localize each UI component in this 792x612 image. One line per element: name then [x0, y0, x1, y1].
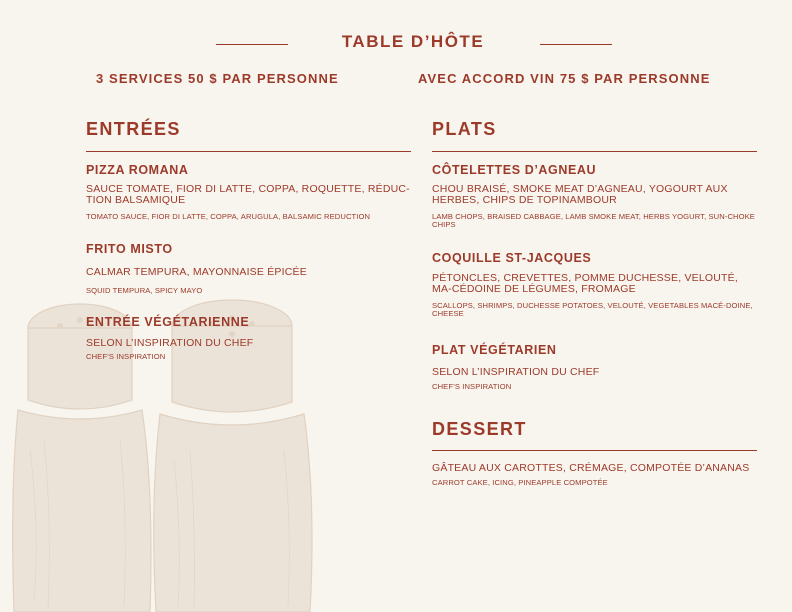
- dish-description-fr: SAUCE TOMATE, FIOR DI LATTE, COPPA, ROQUETTE, RÉDUC-TION BALSAMIQUE: [86, 183, 410, 206]
- dish-description-fr: CALMAR TEMPURA, MAYONNAISE ÉPICÉE: [86, 266, 307, 278]
- dish-description-en: CHEF’S INSPIRATION: [432, 381, 512, 391]
- dish-description-en: SCALLOPS, SHRIMPS, DUCHESSE POTATOES, VELOUTÉ, VEGETABLES MACÉ-DOINE, CHEESE: [432, 301, 753, 318]
- dish-cotelettes-agneau: [432, 163, 757, 229]
- plats-rule: [432, 151, 757, 152]
- dessert-rule: [432, 450, 757, 451]
- dish-frito-misto: [86, 242, 411, 295]
- dish-description-en: LAMB CHOPS, BRAISED CABBAGE, LAMB SMOKE MEAT, HERBS YOGURT, SUN-CHOKE CHIPS: [432, 212, 755, 229]
- dish-description-en: CARROT CAKE, ICING, PINEAPPLE COMPOTÉE: [432, 477, 608, 487]
- dish-description-fr: SELON L’INSPIRATION DU CHEF: [86, 337, 254, 349]
- dish-dessert: [432, 463, 757, 487]
- dish-name: PIZZA ROMANA: [86, 163, 189, 177]
- dish-plat-vegetarien: [432, 343, 757, 391]
- dish-description-fr: PÉTONCLES, CREVETTES, POMME DUCHESSE, VELOUTÉ, MA-CÉDOINE DE LÉGUMES, FROMAGE: [432, 272, 738, 295]
- dish-name: CÔTELETTES D’AGNEAU: [432, 163, 597, 177]
- dish-description-fr: GÂTEAU AUX CAROTTES, CRÉMAGE, COMPOTÉE D’ANANAS: [432, 462, 750, 474]
- entrees-rule: [86, 151, 411, 152]
- dish-name: ENTRÉE VÉGÉTARIENNE: [86, 315, 250, 329]
- dish-name: COQUILLE ST-JACQUES: [432, 251, 592, 265]
- dish-coquille-st-jacques: [432, 251, 757, 318]
- title-rule-right: [540, 44, 612, 45]
- dish-pizza-romana: [86, 163, 411, 221]
- dessert-heading: DESSERT: [432, 419, 527, 439]
- dish-name: PLAT VÉGÉTARIEN: [432, 343, 557, 357]
- dish-description-fr: SELON L’INSPIRATION DU CHEF: [432, 366, 600, 378]
- title-row: [0, 32, 792, 56]
- plats-heading: PLATS: [432, 119, 497, 139]
- price-wine-pairing: AVEC ACCORD VIN 75 $ PAR PERSONNE: [418, 71, 711, 86]
- dish-description-fr: CHOU BRAISÉ, SMOKE MEAT D’AGNEAU, YOGOURT AUX HERBES, CHIPS DE TOPINAMBOUR: [432, 183, 728, 206]
- menu-title: TABLE D’HÔTE: [341, 32, 485, 51]
- dish-description-en: SQUID TEMPURA, SPICY MAYO: [86, 285, 203, 295]
- dish-name: FRITO MISTO: [86, 242, 173, 256]
- dish-description-en: CHEF’S INSPIRATION: [86, 351, 166, 361]
- dish-description-en: TOMATO SAUCE, FIOR DI LATTE, COPPA, ARUGULA, BALSAMIC REDUCTION: [86, 212, 371, 221]
- entrees-heading: ENTRÉES: [86, 119, 181, 139]
- price-three-courses: 3 SERVICES 50 $ PAR PERSONNE: [96, 71, 339, 86]
- dish-entree-vegetarienne: [86, 315, 411, 361]
